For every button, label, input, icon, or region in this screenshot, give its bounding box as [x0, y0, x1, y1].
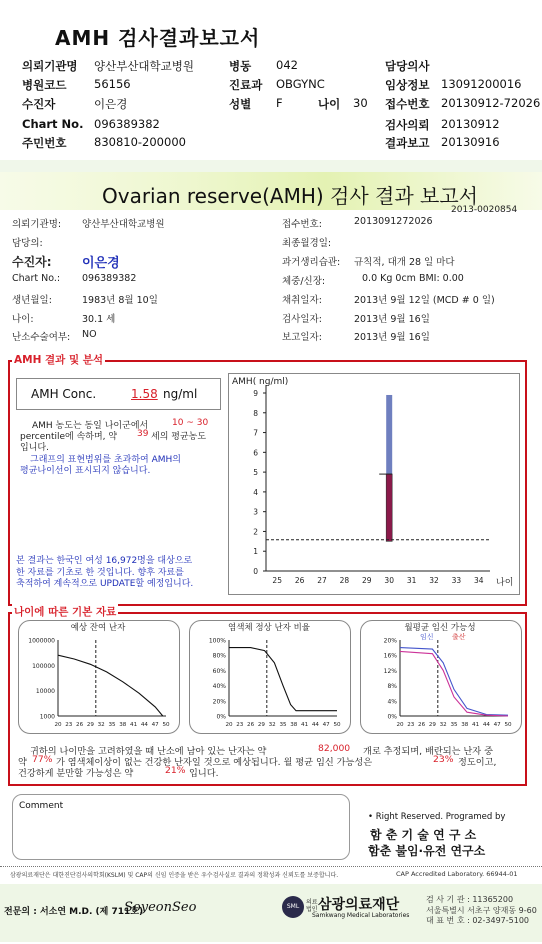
mini-y-tick-label: 40%	[212, 683, 226, 691]
info-label: 접수번호:	[282, 219, 322, 230]
label-hospital-code: 병원코드	[22, 78, 67, 92]
mini-y-tick-label: 1000	[39, 713, 55, 721]
note-line: 축적하여 계속적으로 UPDATE할 예정입니다.	[16, 579, 194, 589]
normal-eggs-curve	[229, 648, 337, 711]
info-value: 양산부산대학교병원	[82, 219, 165, 230]
birth-rate: 21%	[165, 765, 186, 776]
normal-egg-rate: 77%	[32, 754, 53, 765]
amh-conc-unit: ng/ml	[163, 387, 198, 401]
mini-y-tick-label: 0%	[216, 713, 226, 721]
patient-info-right	[282, 216, 540, 346]
mini-x-tick-label: 26	[247, 722, 255, 728]
info-label: 검사일자:	[282, 314, 322, 325]
info-value: 096389382	[82, 273, 137, 284]
summary-text: 입니다.	[189, 768, 219, 779]
info-label: 보고일자:	[282, 332, 322, 343]
value-patient: 이은경	[94, 97, 128, 111]
patient-info-left	[12, 216, 272, 346]
comment-label: Comment	[19, 801, 64, 811]
pregnancy-rate: 23%	[433, 754, 454, 765]
org-name-en: Samkwang Medical Laboratories	[312, 912, 410, 919]
label-receipt-no: 접수번호	[385, 97, 430, 111]
mini-x-tick-label: 32	[439, 722, 447, 728]
credits-line: • Right Reserved. Programed by	[368, 812, 506, 822]
mini-x-tick-label: 47	[322, 722, 330, 728]
summary-text: 개로 추정되며, 배란되는 난자 중	[363, 746, 493, 757]
mini-x-tick-label: 35	[108, 722, 116, 728]
amh-x-tick-label: 26	[294, 576, 305, 585]
label-chart-no: Chart No.	[22, 117, 84, 131]
mini-x-tick-label: 41	[130, 722, 138, 728]
mini-x-tick-label: 29	[257, 722, 265, 728]
mini-x-tick-label: 20	[54, 722, 62, 728]
value-age: 30	[353, 96, 368, 110]
mini-y-tick-label: 1000000	[28, 637, 55, 645]
mini-y-tick-label: 12%	[383, 667, 397, 675]
mini-x-tick-label: 38	[119, 722, 127, 728]
amh-x-tick-label: 34	[474, 576, 484, 585]
lab-address: 서울특별시 서초구 양재동 9-60	[426, 906, 537, 915]
license-number: 검 사 기 관 : 11365200	[426, 895, 514, 904]
value-hospital-code: 56156	[94, 77, 131, 91]
summary-text: 약	[18, 757, 27, 768]
summary-text: 귀하의 나이만을 고려하였을 때 난소에 남아 있는 난자는 약	[30, 746, 267, 757]
doctor-name: 전문의 : 서소연 M.D. (제 711호)	[4, 907, 144, 917]
pregnancy-curve	[400, 648, 508, 716]
value-department: OBGYNC	[276, 77, 325, 91]
info-value: NO	[82, 329, 97, 340]
value-clinical-info: 13091200016	[441, 77, 522, 91]
amh-desc-text: 입니다.	[20, 443, 49, 453]
report-title: AMH 검사결과보고서	[55, 26, 261, 50]
legend-birth: 출산	[452, 633, 466, 641]
value-resident-no: 830810-200000	[94, 135, 186, 149]
amh-conc-box	[16, 378, 221, 410]
mini-x-tick-label: 20	[225, 722, 233, 728]
info-label: 의뢰기관명:	[12, 219, 62, 230]
amh-x-tick-label: 31	[406, 576, 417, 585]
info-value: 2013년 9월 12일 (MCD # 0 일)	[354, 295, 495, 306]
value-sex: F	[276, 96, 283, 110]
amh-x-tick-label: 32	[429, 576, 439, 585]
org-prefix: 의료법인	[306, 899, 318, 913]
amh-y-tick-label: 4	[253, 487, 258, 497]
equivalent-age: 39	[137, 429, 149, 439]
info-label: 나이:	[12, 314, 34, 325]
mini-x-tick-label: 50	[162, 722, 170, 728]
mini-y-tick-label: 0%	[387, 713, 397, 721]
summary-text: 건강하게 분만할 가능성은 약	[18, 768, 134, 779]
chart-remaining-eggs	[18, 620, 178, 732]
lab-phone: 대 표 번 호 : 02-3497-5100	[426, 916, 529, 925]
label-report-date: 결과보고	[385, 136, 430, 150]
chart-pregnancy	[360, 620, 520, 732]
value-receipt-no: 20130912-72026	[441, 96, 541, 110]
label-sex: 성별	[229, 97, 252, 111]
amh-conc-value: 1.58	[131, 387, 158, 401]
lab-logo-text: SML	[286, 903, 300, 910]
value-ward: 042	[276, 58, 298, 72]
label-age: 나이	[318, 97, 341, 111]
amh-chart-xlabel: 나이	[496, 578, 514, 588]
amh-chart	[228, 373, 518, 593]
value-request-date: 20130912	[441, 117, 500, 131]
mini-y-tick-label: 20%	[212, 698, 226, 706]
percentile-range: 10 ~ 30	[172, 418, 209, 428]
info-label: 수진자:	[12, 255, 52, 269]
cap-text: CAP Accredited Laboratory. 66944-01	[396, 870, 518, 878]
amh-y-tick-label: 3	[253, 507, 258, 517]
info-value: 30.1 세	[82, 314, 116, 325]
label-institution: 의뢰기관명	[22, 59, 78, 73]
mini-chart-title: 월평균 임신 가능성	[404, 623, 476, 633]
mini-x-tick-label: 26	[418, 722, 426, 728]
mini-x-tick-label: 44	[311, 722, 319, 728]
amh-x-tick-label: 33	[451, 576, 462, 585]
amh-y-tick-label: 7	[253, 428, 258, 438]
amh-desc-text: percentile에 속하며, 약	[20, 432, 118, 442]
amh-y-tick-label: 0	[253, 567, 258, 576]
credits-institute: 함 춘 기 술 연 구 소	[370, 828, 477, 842]
mini-x-tick-label: 50	[333, 722, 341, 728]
mini-y-tick-label: 80%	[212, 652, 226, 660]
mini-x-tick-label: 35	[450, 722, 458, 728]
value-report-date: 20130916	[441, 135, 500, 149]
mini-x-tick-label: 35	[279, 722, 287, 728]
amh-x-tick-label: 28	[339, 576, 350, 585]
amh-y-tick-label: 6	[253, 448, 258, 458]
amh-desc-note: 평균나이선이 표시되지 않습니다.	[20, 466, 151, 476]
mini-x-tick-label: 32	[97, 722, 105, 728]
mini-chart-title: 염색체 정상 난자 비율	[227, 623, 311, 633]
amh-x-tick-label: 25	[272, 576, 282, 585]
amh-desc-note: 그래프의 표현범위를 초과하여 AMH의	[30, 455, 181, 465]
mini-x-tick-label: 47	[493, 722, 501, 728]
mini-x-tick-label: 26	[76, 722, 84, 728]
amh-y-tick-label: 8	[253, 408, 258, 418]
label-clinical-info: 임상정보	[385, 78, 430, 92]
value-chart-no: 096389382	[94, 117, 160, 131]
mini-x-tick-label: 44	[140, 722, 148, 728]
ovarian-report-title: Ovarian reserve(AMH) 검사 결과 보고서	[102, 184, 478, 208]
mini-x-tick-label: 29	[86, 722, 94, 728]
mini-y-tick-label: 60%	[212, 667, 226, 675]
remaining-eggs-curve	[58, 655, 163, 716]
doctor-signature: SoyeonSeo	[124, 900, 197, 915]
label-doctor: 담당의사	[385, 59, 430, 73]
note-line: 한 자료를 기초로 한 것입니다. 향후 자료를	[16, 567, 184, 578]
info-label: 담당의:	[12, 238, 43, 249]
amh-desc-text: 세의 평균농도	[151, 432, 207, 442]
amh-x-tick-label: 27	[317, 576, 327, 585]
mini-y-tick-label: 100%	[208, 637, 226, 645]
amh-y-tick-label: 1	[253, 547, 258, 557]
mini-y-tick-label: 100000	[32, 662, 55, 670]
summary-text: 정도이고,	[458, 757, 497, 768]
org-name: 삼광의료재단	[318, 897, 400, 913]
amh-x-tick-label: 29	[362, 576, 372, 585]
note-line: 본 결과는 한국인 여성 16,972명을 대상으로	[16, 556, 193, 566]
mini-x-tick-label: 47	[151, 722, 159, 728]
info-value: 2013년 9월 16일	[354, 332, 430, 343]
mini-y-tick-label: 16%	[383, 652, 397, 660]
info-value: 2013091272026	[354, 216, 433, 227]
mini-x-tick-label: 23	[65, 722, 73, 728]
mini-x-tick-label: 50	[504, 722, 512, 728]
label-ward: 병동	[229, 59, 252, 73]
label-department: 진료과	[229, 78, 263, 92]
info-label: 생년월일:	[12, 295, 52, 306]
amh-y-tick-label: 5	[253, 468, 258, 478]
info-value: 0.0 Kg 0cm BMI: 0.00	[362, 273, 464, 284]
mini-x-tick-label: 23	[236, 722, 244, 728]
mini-chart-title: 예상 잔여 난자	[70, 623, 126, 633]
legend-pregnancy: 임신	[420, 633, 434, 641]
amh-section-title: AMH 결과 및 분석	[14, 354, 104, 366]
chart-normal-eggs	[189, 620, 349, 732]
info-value: 규칙적, 대개 28 일 마다	[354, 257, 455, 268]
summary-text: 가 염색체이상이 없는 건강한 난자일 것으로 예상됩니다. 월 평균 임신 가능성은	[56, 757, 373, 768]
label-patient: 수진자	[22, 97, 56, 111]
info-value: 1983년 8월 10일	[82, 295, 158, 306]
mini-y-tick-label: 4%	[387, 698, 397, 706]
info-value: 2013년 9월 16일	[354, 314, 430, 325]
mini-x-tick-label: 38	[290, 722, 298, 728]
amh-y-tick-label: 2	[253, 527, 258, 537]
mini-x-tick-label: 44	[482, 722, 490, 728]
value-institution: 양산부산대학교병원	[94, 59, 194, 73]
amh-conc-label: AMH Conc.	[31, 387, 97, 401]
amh-desc-text: AMH 농도는 동일 나이군에서	[32, 421, 149, 431]
footer-divider	[0, 866, 542, 867]
info-label: 최종월경일:	[282, 238, 332, 249]
amh-percentile-box	[386, 474, 392, 541]
mini-x-tick-label: 41	[472, 722, 480, 728]
mini-x-tick-label: 20	[396, 722, 404, 728]
amh-chart-ylabel: AMH( ng/ml)	[232, 377, 289, 387]
patient-name: 이은경	[82, 256, 120, 271]
age-section-title: 나이에 따른 기본 자료	[14, 606, 117, 618]
mini-x-tick-label: 38	[461, 722, 469, 728]
info-label: Chart No.:	[12, 273, 61, 284]
lab-logo	[282, 896, 304, 918]
info-label: 채취일자:	[282, 295, 322, 306]
info-label: 과거생리습관:	[282, 257, 341, 268]
report-code: 2013-0020854	[451, 205, 518, 215]
label-request-date: 검사의뢰	[385, 118, 430, 132]
birth-curve	[400, 651, 508, 716]
mini-x-tick-label: 32	[268, 722, 276, 728]
mini-x-tick-label: 29	[428, 722, 436, 728]
comment-box	[12, 794, 350, 860]
credits-lab: 함춘 불임·유전 연구소	[368, 844, 486, 858]
mini-y-tick-label: 8%	[387, 683, 397, 691]
amh-y-tick-label: 9	[253, 389, 258, 398]
mini-y-tick-label: 10000	[35, 688, 55, 696]
certification-text: 삼광의료재단은 대한진단검사의학회(KSLM) 및 CAP의 신임 인증을 받은 우수검사실로 결과의 정확성과 신뢰도를 보증합니다.	[10, 872, 339, 879]
label-resident-no: 주민번호	[22, 136, 67, 150]
age-summary	[18, 743, 523, 779]
info-label: 난소수술여부:	[12, 332, 71, 343]
info-label: 체중/신장:	[282, 276, 326, 287]
amh-x-tick-label: 30	[384, 576, 394, 585]
data-source-note	[16, 556, 226, 591]
mini-y-tick-label: 20%	[383, 637, 397, 645]
mini-x-tick-label: 23	[407, 722, 415, 728]
amh-description	[20, 418, 230, 478]
mini-x-tick-label: 41	[301, 722, 309, 728]
remaining-egg-count: 82,000	[318, 743, 351, 754]
